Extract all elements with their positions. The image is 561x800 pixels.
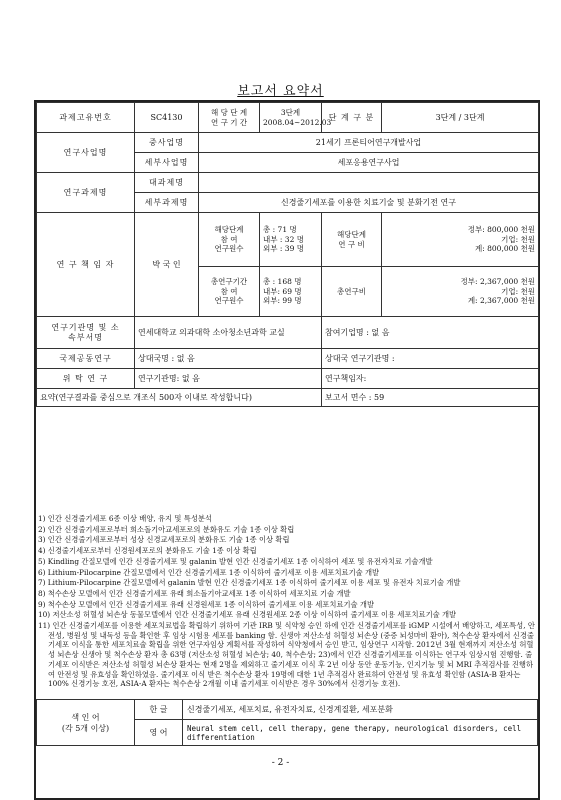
summary-table (36, 102, 539, 407)
task-id-label: 과제고유번호 (37, 103, 135, 133)
stage-budget-value: 정부: 800,000 천원 기업: 천원 계: 800,000 천원 (382, 213, 539, 267)
big-task-label: 대과제명 (135, 173, 199, 193)
summary-item: 8) 척수손상 모델에서 인간 신경줄기세포 유래 희소돌기아교세포 1종 이식하여 세포치료 기술 개발 (38, 588, 351, 598)
summary-item: 2) 인간 신경줄기세포로부터 희소돌기아교세포로의 분화유도 기술 1종 이상 확립 (38, 524, 295, 534)
consign-org: 연구기관명: 없 음 (135, 369, 322, 389)
summary-item: 4) 신경줄기세포로부터 신경원세포로의 분화유도 기술 1종 이상 확립 (38, 546, 257, 556)
summary-item: 7) Lithium-Pilocarpine 간질모델에서 galanin 발현 인간 신경줄기세포 1종 이식하여 줄기세포 이용 세포 및 유전자 치료기술 개발 (38, 578, 461, 588)
stage-class-value: 3단계 / 3단계 (382, 103, 539, 133)
summary-item: 5) Kindling 간질모델에 인간 신경줄기세포 및 galanin 발현 인간 신경줄기세포 1종 이식하여 세포 및 유전자치료 기술개발 (38, 556, 433, 566)
total-staff-value: 총 : 168 명 내부: 69 명 외부: 99 명 (260, 267, 322, 317)
org-label: 연구기관명 및 소 속부서명 (37, 317, 135, 349)
task-id-value: SC4130 (135, 103, 199, 133)
summary-item: 10) 저산소성 허혈성 뇌손상 동물모델에서 인간 신경줄기세포 유래 신경원세포 2종 이상 이식하여 줄기세포 이용 세포치료기술 개발 (38, 610, 457, 620)
total-staff-label: 총연구기간 참 여 연구원수 (199, 267, 260, 317)
intl-org: 상대국 연구기관명 : (322, 349, 539, 369)
pi-name: 박 국 인 (135, 213, 199, 317)
sub-project-value: 세포응용연구사업 (199, 153, 539, 173)
document-title: 보고서 요약서 (237, 84, 324, 99)
sub-task-value: 신경줄기세포를 이용한 치료기술 및 분화기전 연구 (199, 193, 539, 213)
intl-label: 국제공동연구 (37, 349, 135, 369)
keywords-label: 색 인 어 (각 5개 이상) (37, 700, 135, 746)
mid-project-value: 21세기 프론티어연구개발사업 (199, 133, 539, 153)
keywords-ko-label: 한 글 (135, 700, 183, 720)
page-number: - 2 - (271, 758, 290, 768)
stage-staff-label: 해당단계 참 여 연구원수 (199, 213, 260, 267)
project-label: 연구사업명 (37, 133, 135, 173)
summary-item: 6) Lithium-Pilocarpine 간질모델에서 인간 신경줄기세포 1종 이식하여 줄기세포 이용 세포치료기술 개발 (38, 567, 380, 577)
summary-item: 3) 인간 신경줄기세포로부터 성상 신경교세포로의 분화유도 기술 1종 이상 확립 (38, 535, 290, 545)
org-value: 연세대학교 의과대학 소아청소년과학 교실 (135, 317, 322, 349)
summary-item: 9) 척수손상 모델에서 인간 신경줄기세포 유래 신경원세포 1종 이식하여 줄기세포 이용 세포치료기술 개발 (38, 599, 375, 609)
summary-item: 11) 인간 신경줄기세포를 이용한 세포치료법을 확립하기 위하여 기관 IRB 및 식약청 승인 하에 인간 신경줄기세포를 iGMP 시설에서 배양하고, 세포특성, 안전성, 병원성 및 내독성 등을 확인한 후 임상 시험용 세포를 banking 함. 신생아 저산소성 허혈성 뇌손상 (중증 뇌성마비 환아), 척수손상 환자에서 신경줄기세포 이식을 통한 세포치료술 확립을 위한 연구자임상 계획서를 작성하여 식약청에서 승인 받고, 임상연구 시작함. 2012년 3월 현재까지 저산소성 허혈성 뇌손상 신생아 및 척수손상 환자 총 63명 (저산소성 허혈성 뇌손상; 40, 척수손상; 23)에서 인간 신경줄기세포를 이식하는 연구자 임상시험 진행함. 줄기세포 이식받은 저산소성 허혈성 뇌손상 환자는 현재 2명을 제외하고 줄기세포 이식 후 2년 이상 동안 운동기능, 인지기능 및 뇌 MRI 추적검사를 진행하여 안전성 및 유효성을 확인하였음. 줄기세포 이식 받은 척수손상 환자 19명에 대한 1년 추적검사 완료하여 안전성 및 유효성 확인함 (ASIA-B 환자는 100% 신경기능 호전, ASIA-A 환자는 척수손상 2개월 이내 줄기세포 이식받은 경우 30%에서 신경기능 호전). (38, 621, 535, 689)
report-pages: 보고서 면수 : 59 (322, 389, 539, 407)
summary-body (38, 514, 536, 690)
summary-item: 1) 인간 신경줄기세포 6종 이상 배양, 유지 및 특성분석 (38, 514, 212, 523)
task-label: 연구과제명 (37, 173, 135, 213)
mid-project-label: 중사업명 (135, 133, 199, 153)
keywords-en: Neural stem cell, cell therapy, gene therapy, neurological disorders, cell differentiation (183, 720, 538, 746)
sub-project-label: 세부사업명 (135, 153, 199, 173)
stage-staff-value: 총 : 71 명 내부 : 32 명 외부 : 39 명 (260, 213, 322, 267)
keywords-en-label: 영 어 (135, 720, 183, 746)
total-budget-value: 정부: 2,367,000 천원 기업: 천원 계: 2,367,000 천원 (382, 267, 539, 317)
consign-pi: 연구책임자: (322, 369, 539, 389)
partner-company: 참여기업명 : 없 음 (322, 317, 539, 349)
keywords-table (36, 699, 538, 746)
stage-class-label: 단 계 구 분 (322, 103, 382, 133)
stage-period-label: 해 당 단 계 연 구 기 간 (199, 103, 260, 133)
pi-label: 연 구 책 임 자 (37, 213, 135, 317)
summary-label: 요약(연구결과를 중심으로 개조식 500자 이내로 작성합니다) (37, 389, 322, 407)
stage-period-value: 3단계 2008.04~2012.03 (260, 103, 322, 133)
keywords-ko: 신경줄기세포, 세포치료, 유전자치료, 신경계질환, 세포분화 (183, 700, 538, 720)
intl-country: 상대국명 : 없 음 (135, 349, 322, 369)
consign-label: 위 탁 연 구 (37, 369, 135, 389)
stage-budget-label: 해당단계 연 구 비 (322, 213, 382, 267)
total-budget-label: 총연구비 (322, 267, 382, 317)
sub-task-label: 세부과제명 (135, 193, 199, 213)
big-task-value (199, 173, 539, 193)
